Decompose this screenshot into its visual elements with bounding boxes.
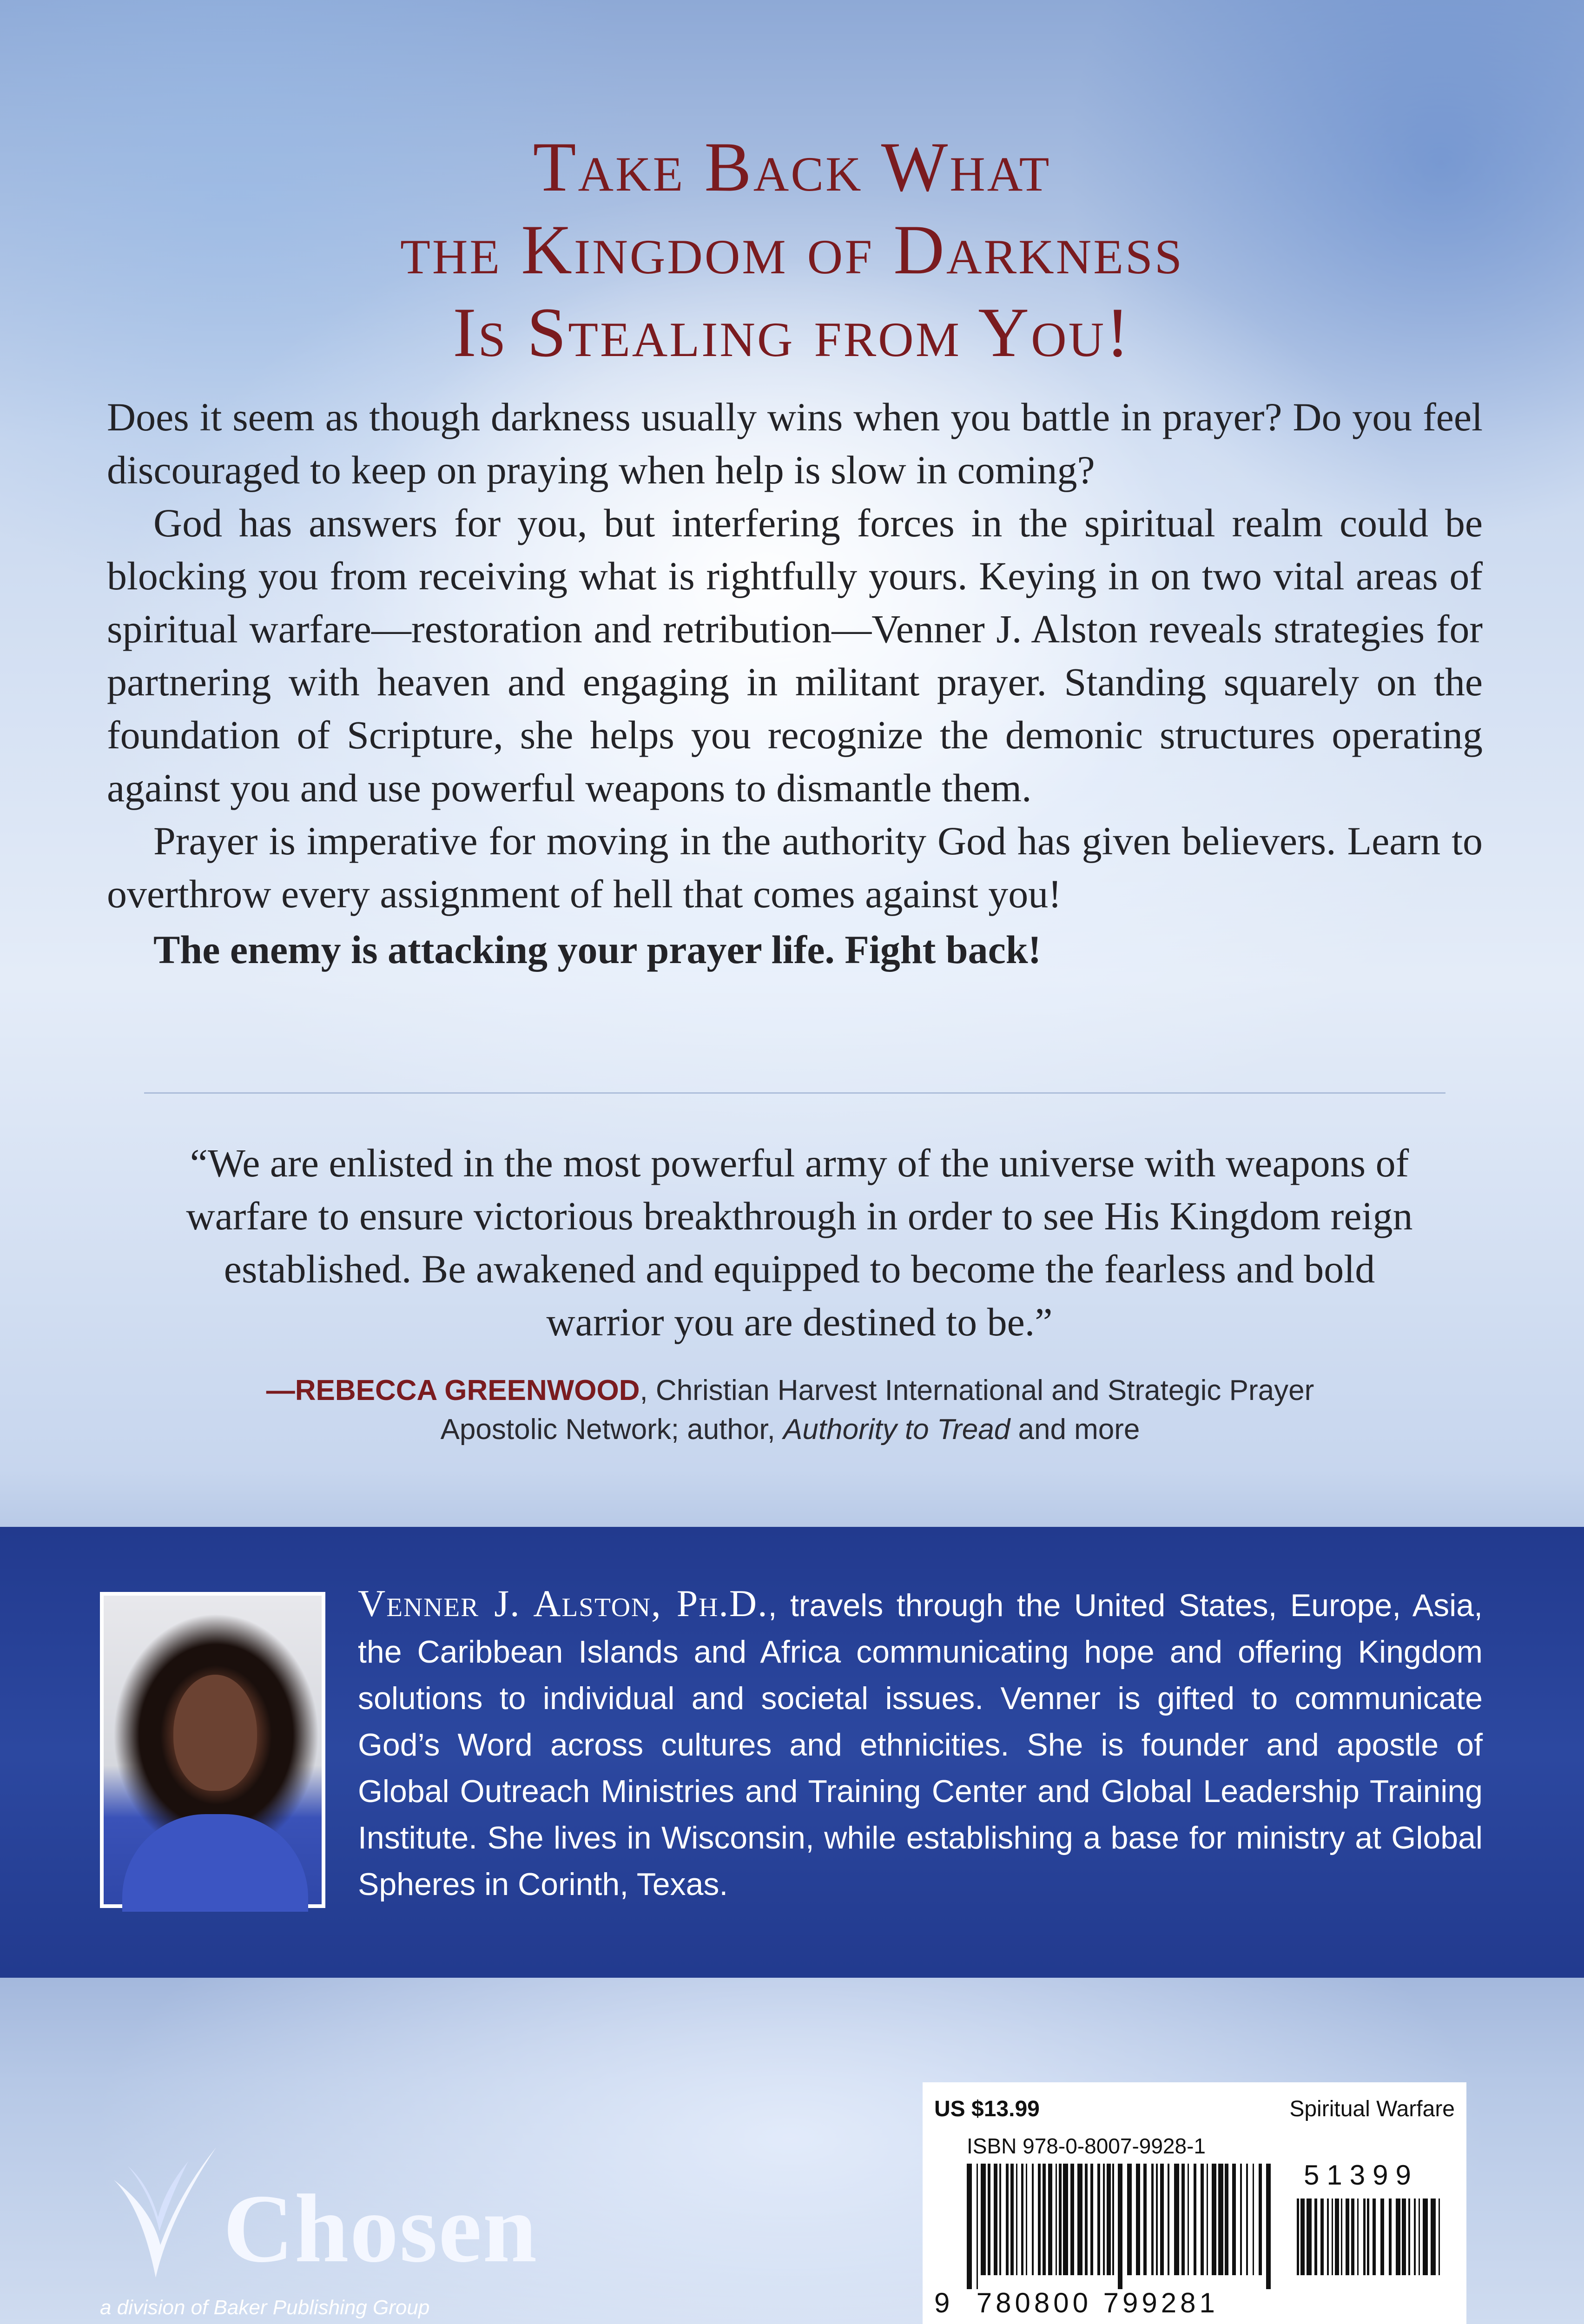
barcode-bar xyxy=(1346,2199,1349,2275)
publisher-name: Chosen xyxy=(223,2175,538,2283)
barcode-bar xyxy=(1127,2164,1132,2275)
author-bio xyxy=(358,1580,1483,1908)
isbn: ISBN 978-0-8007-9928-1 xyxy=(967,2134,1206,2158)
barcode-bar xyxy=(1300,2199,1305,2275)
ean-first-digit: 9 xyxy=(934,2287,954,2318)
barcode-bar xyxy=(1327,2199,1329,2275)
barcode-bar xyxy=(1077,2164,1082,2275)
author-photo-body xyxy=(122,1814,308,1912)
description-paragraph-1: Does it seem as though darkness usually wins when you battle in prayer? Do you feel discouraged to keep on praying when help is slow in coming? xyxy=(107,395,1483,492)
barcode-bar xyxy=(1097,2164,1100,2275)
barcode-bar xyxy=(1363,2199,1366,2275)
barcode-bar xyxy=(988,2164,990,2275)
barcode-bar xyxy=(1341,2199,1342,2275)
publisher-division: a division of Baker Publishing Group xyxy=(100,2296,430,2319)
chosen-logo-icon xyxy=(100,2138,225,2287)
description-tagline: The enemy is attacking your prayer life. Fight back! xyxy=(153,927,1042,972)
barcode-bar xyxy=(1212,2164,1216,2275)
barcode-bar xyxy=(1136,2164,1140,2275)
barcode-box xyxy=(923,2082,1466,2324)
barcode-bar xyxy=(1218,2164,1223,2275)
barcode-bar xyxy=(1168,2164,1169,2275)
barcode-bar xyxy=(1107,2164,1111,2275)
barcode-bar xyxy=(1335,2199,1339,2275)
barcode-bar xyxy=(1048,2164,1052,2275)
barcode-bar xyxy=(1103,2164,1105,2275)
barcode-bar xyxy=(1059,2164,1062,2275)
barcode-bar xyxy=(1026,2164,1027,2275)
barcode-bar xyxy=(1143,2164,1147,2275)
addon-barcode xyxy=(1297,2199,1445,2289)
barcode-bar xyxy=(1396,2199,1400,2275)
barcode-bar xyxy=(1174,2164,1179,2275)
barcode-bar xyxy=(1070,2164,1074,2275)
barcode-bar xyxy=(1357,2199,1359,2275)
author-photo-face xyxy=(173,1675,257,1791)
barcode-bar xyxy=(1038,2164,1041,2275)
barcode-bar xyxy=(1118,2164,1122,2289)
barcode-bar xyxy=(1351,2199,1354,2275)
barcode-bar xyxy=(1032,2164,1034,2275)
barcode-bar xyxy=(1016,2164,1017,2275)
barcode-bar xyxy=(1010,2164,1014,2275)
barcode-bar xyxy=(1006,2164,1009,2275)
barcode-bar xyxy=(1439,2199,1440,2275)
addon-digits: 51399 xyxy=(1304,2159,1419,2191)
barcode-bar xyxy=(1320,2199,1324,2275)
endorser-book-title: Authority to Tread xyxy=(783,1413,1010,1446)
barcode-bar xyxy=(999,2164,1001,2275)
barcode-bar xyxy=(1431,2199,1436,2275)
barcode-bar xyxy=(1314,2199,1317,2275)
price: US $13.99 xyxy=(934,2097,1040,2121)
barcode-bar xyxy=(1423,2199,1428,2275)
barcode-bar xyxy=(1402,2199,1406,2275)
barcode-bar xyxy=(1367,2199,1369,2275)
section-divider xyxy=(144,1092,1445,1094)
author-photo xyxy=(100,1592,325,1908)
barcode-bar xyxy=(977,2164,978,2289)
endorsement-attribution xyxy=(232,1371,1348,1449)
barcode-bar xyxy=(1085,2164,1088,2275)
barcode-bar xyxy=(1373,2199,1376,2275)
barcode-bar xyxy=(1207,2164,1208,2275)
barcode-bar xyxy=(1188,2164,1189,2275)
barcode-bar xyxy=(981,2164,986,2275)
barcode-bar xyxy=(1266,2164,1271,2289)
book-description xyxy=(107,390,1483,976)
barcode-bar xyxy=(1021,2164,1023,2275)
headline-line-2: the Kingdom of Darkness xyxy=(400,211,1184,289)
description-paragraph-3: Prayer is imperative for moving in the authority God has given believers. Learn to overthrow every assignment of hell that comes against you! xyxy=(107,819,1483,916)
headline xyxy=(0,125,1584,374)
barcode-bar xyxy=(1389,2199,1392,2275)
headline-line-3: Is Stealing from You! xyxy=(453,293,1131,371)
endorser-suffix: and more xyxy=(1010,1413,1140,1446)
endorsement-quote: “We are enlisted in the most powerful army of the universe with weapons of warfare to ensure victorious breakthrough in order to see His Kingdom reign established. Be awakened and equipped to become the fearless and bold warrior you are destined to be.” xyxy=(186,1141,1413,1344)
barcode-bar xyxy=(1419,2199,1420,2275)
barcode-bar xyxy=(1297,2199,1299,2275)
barcode-bar xyxy=(1043,2164,1046,2275)
endorser-name: —REBECCA GREENWOOD xyxy=(266,1374,640,1406)
barcode-bar xyxy=(967,2164,972,2289)
barcode-bar xyxy=(1246,2164,1248,2275)
headline-line-1: Take Back What xyxy=(533,128,1051,206)
barcode-bar xyxy=(1194,2164,1196,2275)
barcode-bar xyxy=(1253,2164,1254,2275)
barcode-bar xyxy=(1240,2164,1242,2275)
barcode-bar xyxy=(1151,2164,1154,2275)
barcode-bar xyxy=(1090,2164,1093,2275)
barcode-bar xyxy=(1056,2164,1057,2275)
barcode-bar xyxy=(1201,2164,1204,2275)
publisher-logo xyxy=(100,2138,658,2324)
barcode-bar xyxy=(1112,2164,1114,2275)
barcode-bar xyxy=(1232,2164,1236,2275)
barcode-bar xyxy=(1408,2199,1410,2275)
barcode-bar xyxy=(1380,2199,1384,2275)
description-paragraph-2: God has answers for you, but interfering forces in the spiritual realm could be blocking you from receiving what is rightfully yours. Keying in on two vital areas of spiritual warfare—restoration and retribution—Venner J. Alston reveals strategies for partnering with heaven and engaging in militant prayer. Standing squarely on the foundation of Scripture, she helps you recognize the demonic structures operating against you and use powerful weapons to dismantle them. xyxy=(107,501,1483,810)
barcode-bar xyxy=(1181,2164,1185,2275)
ean-remaining-digits: 780800 799281 xyxy=(976,2287,1219,2318)
barcode-bar xyxy=(1259,2164,1262,2275)
barcode-bar xyxy=(1160,2164,1164,2275)
barcode-bar xyxy=(1307,2199,1312,2275)
barcode-bar xyxy=(1063,2164,1068,2275)
ean-barcode xyxy=(967,2164,1274,2289)
barcode-bar xyxy=(1332,2199,1333,2275)
barcode-bar xyxy=(1156,2164,1158,2275)
ean-digits xyxy=(934,2287,1219,2319)
author-bio-text: , travels through the United States, Europe, Asia, the Caribbean Islands and Africa communicating hope and offering Kingdom solutions to individual and societal issues. Venner is gifted to communicate God’s Word across cultures and ethnicities. She is founder and apostle of Global Outreach Ministries and Training Center and Global Leadership Training Institute. She lives in Wisconsin, while establishing a base for ministry at Global Spheres in Corinth, Texas. xyxy=(358,1588,1483,1902)
endorser-affiliation: , Christian Harvest International and Strategic Prayer Apostolic Network; author, xyxy=(440,1374,1314,1446)
barcode-bar xyxy=(1225,2164,1228,2275)
author-section xyxy=(0,1527,1584,1978)
barcode-bar xyxy=(1414,2199,1416,2275)
author-name: Venner J. Alston, Ph.D. xyxy=(358,1582,768,1624)
barcode-bar xyxy=(994,2164,997,2275)
category: Spiritual Warfare xyxy=(1289,2097,1455,2121)
